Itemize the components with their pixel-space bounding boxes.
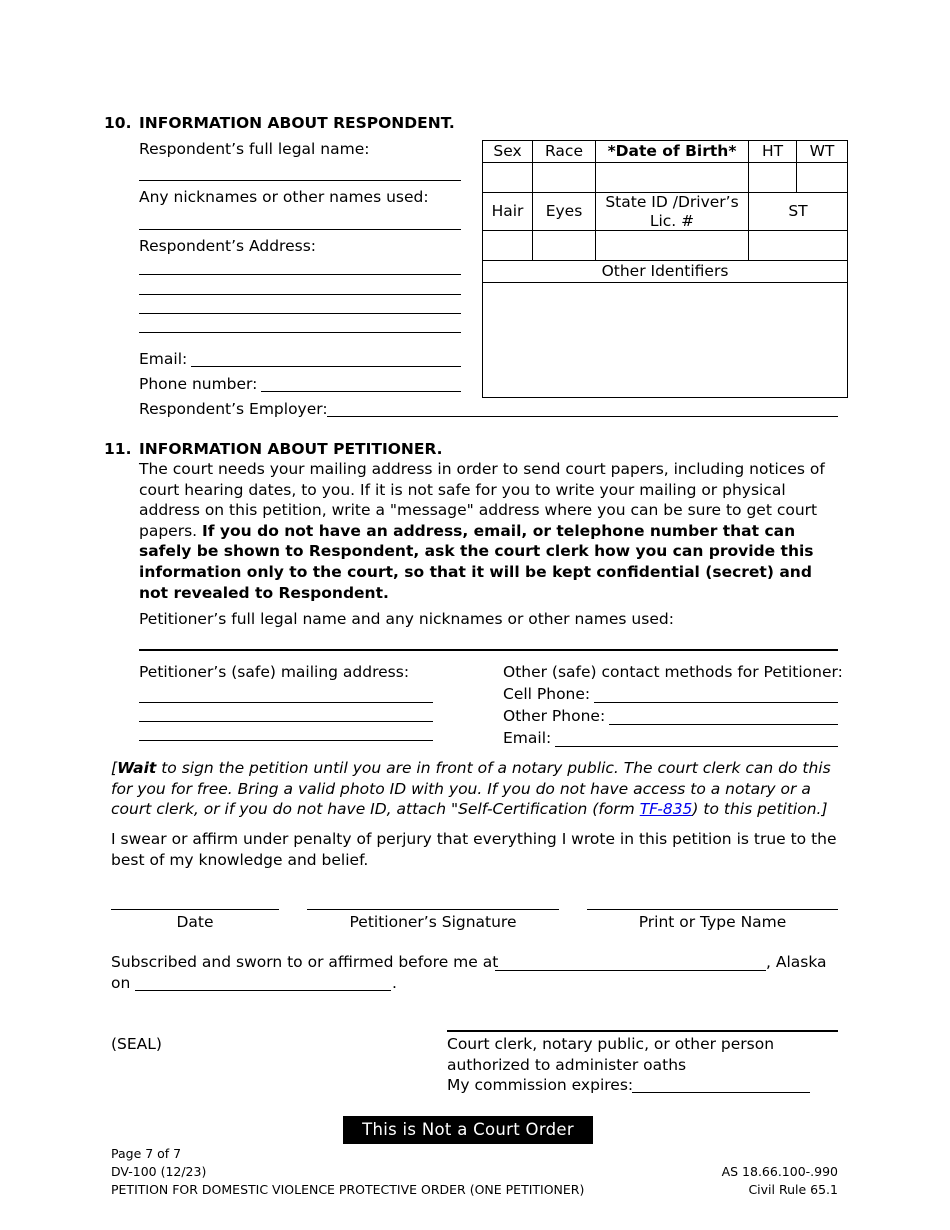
commission-expires-label: My commission expires: <box>447 1076 634 1094</box>
clerk-title-line-1: Court clerk, notary public, or other person <box>447 1035 775 1053</box>
other-phone-field[interactable] <box>609 724 838 725</box>
respondent-address-line-2[interactable] <box>139 294 461 295</box>
cell-phone-label: Cell Phone: <box>503 685 591 703</box>
other-identifiers-cell[interactable] <box>483 283 848 398</box>
respondent-address-line-4[interactable] <box>139 332 461 333</box>
respondent-nicknames-label: Any nicknames or other names used: <box>139 188 429 206</box>
petitioner-mailing-line-3[interactable] <box>139 740 433 741</box>
signature-label: Petitioner’s Signature <box>349 913 517 931</box>
alaska-text: , Alaska <box>766 953 827 971</box>
footer-form-title: PETITION FOR DOMESTIC VIOLENCE PROTECTIVE ORDER (ONE PETITIONER) <box>111 1182 585 1197</box>
eyes-header: Eyes <box>533 193 596 231</box>
petitioner-mailing-line-2[interactable] <box>139 721 433 722</box>
footer-civil-rule: Civil Rule 65.1 <box>748 1182 838 1197</box>
tf-835-link[interactable]: TF-835 <box>639 800 693 819</box>
hair-cell[interactable] <box>483 231 533 261</box>
petitioner-intro-text: The court needs your mailing address in order to send court papers, including notices of court hearing dates, to you. If it is not safe for you to write your mailing or physical address on this petition, write a "message" address where you can be sure to get court papers. <box>139 460 825 540</box>
respondent-id-table <box>482 140 848 398</box>
petitioner-contact-label: Other (safe) contact methods for Petitioner: <box>503 663 843 681</box>
notice-wait: Wait <box>117 759 157 777</box>
respondent-email-label: Email: <box>139 350 188 368</box>
ht-header: HT <box>749 141 797 163</box>
cell-phone-field[interactable] <box>594 702 838 703</box>
commission-expires-field[interactable] <box>632 1092 810 1093</box>
petitioner-mailing-line-1[interactable] <box>139 702 433 703</box>
sex-cell[interactable] <box>483 163 533 193</box>
seal-label: (SEAL) <box>111 1035 162 1053</box>
print-name-label: Print or Type Name <box>638 913 787 931</box>
period-text: . <box>392 974 397 992</box>
on-text: on <box>111 974 131 992</box>
petitioner-email-field[interactable] <box>555 746 838 747</box>
subscribed-location-field[interactable] <box>495 970 766 971</box>
other-phone-label: Other Phone: <box>503 707 606 725</box>
clerk-signature-line[interactable] <box>447 1030 838 1032</box>
sex-header: Sex <box>483 141 533 163</box>
petitioner-mailing-label: Petitioner’s (safe) mailing address: <box>139 663 410 681</box>
not-court-order-banner: This is Not a Court Order <box>343 1116 593 1144</box>
notice-text-2: ) to this petition.] <box>692 800 828 819</box>
respondent-employer-label: Respondent’s Employer: <box>139 400 328 418</box>
respondent-nicknames-field[interactable] <box>139 229 461 230</box>
ht-cell[interactable] <box>749 163 797 193</box>
hair-header: Hair <box>483 193 533 231</box>
subscribed-date-field[interactable] <box>135 990 391 991</box>
oath-statement: I swear or affirm under penalty of perjury that everything I wrote in this petition is true to the best of my knowledge and belief. <box>111 830 837 869</box>
print-name-line[interactable] <box>587 909 838 910</box>
dob-header: *Date of Birth* <box>596 141 749 163</box>
respondent-email-field[interactable] <box>191 366 461 367</box>
petitioner-name-field[interactable] <box>139 649 838 651</box>
footer-page-number: Page 7 of 7 <box>111 1146 182 1161</box>
race-cell[interactable] <box>533 163 596 193</box>
eyes-cell[interactable] <box>533 231 596 261</box>
petitioner-signature-line[interactable] <box>307 909 559 910</box>
notary-notice <box>111 758 841 820</box>
respondent-phone-field[interactable] <box>261 391 461 392</box>
petitioner-name-label: Petitioner’s full legal name and any nicknames or other names used: <box>139 610 674 628</box>
notice-bracket: [ <box>111 759 118 777</box>
respondent-address-label: Respondent’s Address: <box>139 237 316 255</box>
respondent-full-name-label: Respondent’s full legal name: <box>139 140 370 158</box>
petitioner-email-label: Email: <box>503 729 552 747</box>
section-10-number: 10. <box>104 114 132 132</box>
section-11-heading: INFORMATION ABOUT PETITIONER. <box>139 440 443 458</box>
respondent-employer-field[interactable] <box>327 416 838 417</box>
other-identifiers-header: Other Identifiers <box>483 261 848 283</box>
petitioner-intro-paragraph <box>139 459 844 603</box>
st-cell[interactable] <box>749 231 848 261</box>
petitioner-intro-bold: If you do not have an address, email, or telephone number that can safely be shown to Respondent, ask the court clerk how you can provide this information only to the court, so that it will be kept confidential (secret) and not revealed to Respondent. <box>139 521 814 602</box>
date-label: Date <box>176 913 214 931</box>
section-11-number: 11. <box>104 440 132 458</box>
state-id-cell[interactable] <box>596 231 749 261</box>
respondent-full-name-field[interactable] <box>139 180 461 181</box>
state-id-header: State ID /Driver’s Lic. # <box>596 193 749 231</box>
respondent-phone-label: Phone number: <box>139 375 258 393</box>
wt-header: WT <box>797 141 848 163</box>
respondent-address-line-1[interactable] <box>139 274 461 275</box>
notice-text-1: to sign the petition until you are in front of a notary public. The court clerk can do this for you for free. Bring a valid photo ID with you. If you do not have access to a notary or a court clerk, or if you do not have ID, attach "Self-Certification (form <box>111 759 831 819</box>
respondent-address-line-3[interactable] <box>139 313 461 314</box>
clerk-title-line-2: authorized to administer oaths <box>447 1056 687 1074</box>
subscribed-text: Subscribed and sworn to or affirmed before me at <box>111 953 499 971</box>
footer-form-number: DV-100 (12/23) <box>111 1164 207 1179</box>
race-header: Race <box>533 141 596 163</box>
footer-statute: AS 18.66.100-.990 <box>721 1164 838 1179</box>
st-header: ST <box>749 193 848 231</box>
section-10-heading: INFORMATION ABOUT RESPONDENT. <box>139 114 455 132</box>
date-signature-line[interactable] <box>111 909 279 910</box>
dob-cell[interactable] <box>596 163 749 193</box>
wt-cell[interactable] <box>797 163 848 193</box>
